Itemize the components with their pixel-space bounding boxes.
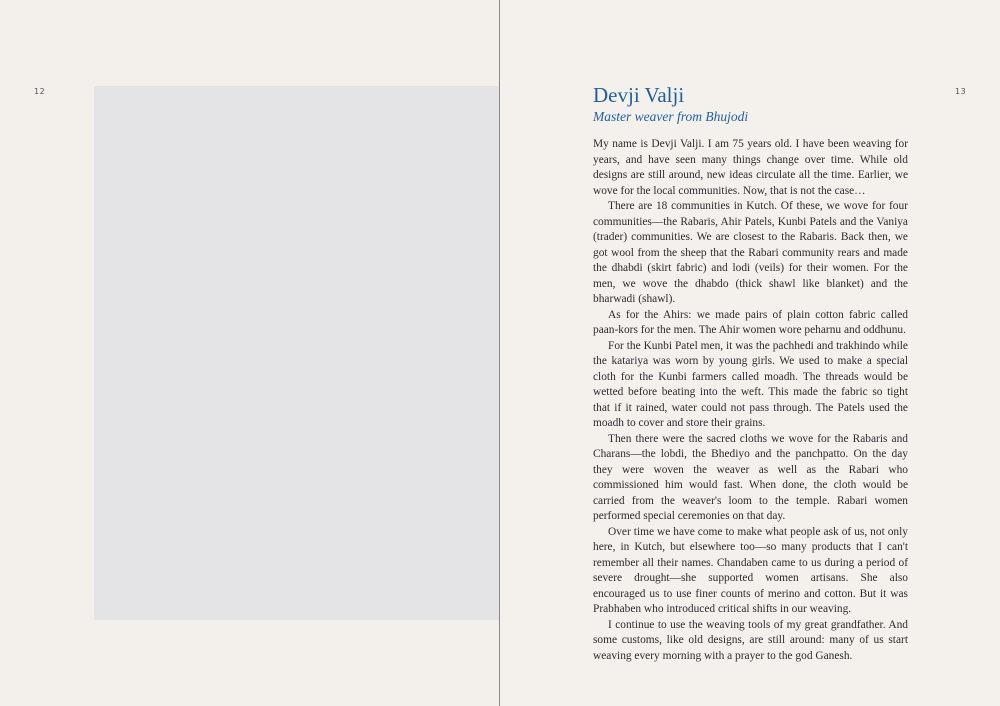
paragraph: Over time we have come to make what people ask of us, not only here, in Kutch, but elsewhere too—so many products that I can't remember all their names. Chandaben came to us during a period of severe drought—she supported women artisans. She also encouraged us to use finer counts of merino and cotton. But it was Prabhaben who introduced critical shifts in our weaving. [593,525,908,615]
article-title: Devji Valji [593,83,685,107]
paragraph: There are 18 communities in Kutch. Of these, we wove for four communities—the Rabaris, Ahir Patels, Kunbi Patels and the Vaniya (trader) communities. We are closest to the Rabaris. Back then, we got wool from the sheep that the Rabari community rears and made the dhabdi (skirt fabric) and lodi (veils) for their women. For the men, we wove the dhabdo (thick shawl like blanket) and the bharwadi (shawl). [593,200,908,305]
paragraph: My name is Devji Valji. I am 75 years old. I have been weaving for years, and have seen many things change over time. While old designs are still around, new ideas circulate all the time. Earlier, we wove for the local communities. Now, that is not the case… [593,138,908,197]
paragraph: Then there were the sacred cloths we wove for the Rabaris and Charans—the lobdi, the Bhediyo and the panchpatto. On the day they were woven the weaver as well as the Rabari who commissioned him would fast. When done, the cloth would be carried from the weaver's loom to the temple. Rabari women performed special ceremonies on that day. [593,432,908,522]
paragraph: For the Kunbi Patel men, it was the pachhedi and trakhindo while the katariya was worn by young girls. We used to make a special cloth for the Kunbi farmers called moadh. The threads would be wetted before beating into the weft. This made the fabric so tight that if it rained, water could not pass through. The Patels used the moadh to cover and store their grains. [593,339,908,429]
page-number-left: 12 [34,87,46,96]
paragraph: As for the Ahirs: we made pairs of plain cotton fabric called paan-kors for the men. The Ahir women wore peharnu and oddhunu. [593,308,908,336]
paragraph: I continue to use the weaving tools of my great grandfather. And some customs, like old designs, are still around: many of us start weaving every morning with a prayer to the god Ganesh. [593,618,908,662]
article [593,82,908,664]
photo-placeholder [94,86,499,620]
article-subtitle: Master weaver from Bhujodi [593,109,749,124]
article-body [593,137,908,664]
page-number-right: 13 [955,87,967,96]
